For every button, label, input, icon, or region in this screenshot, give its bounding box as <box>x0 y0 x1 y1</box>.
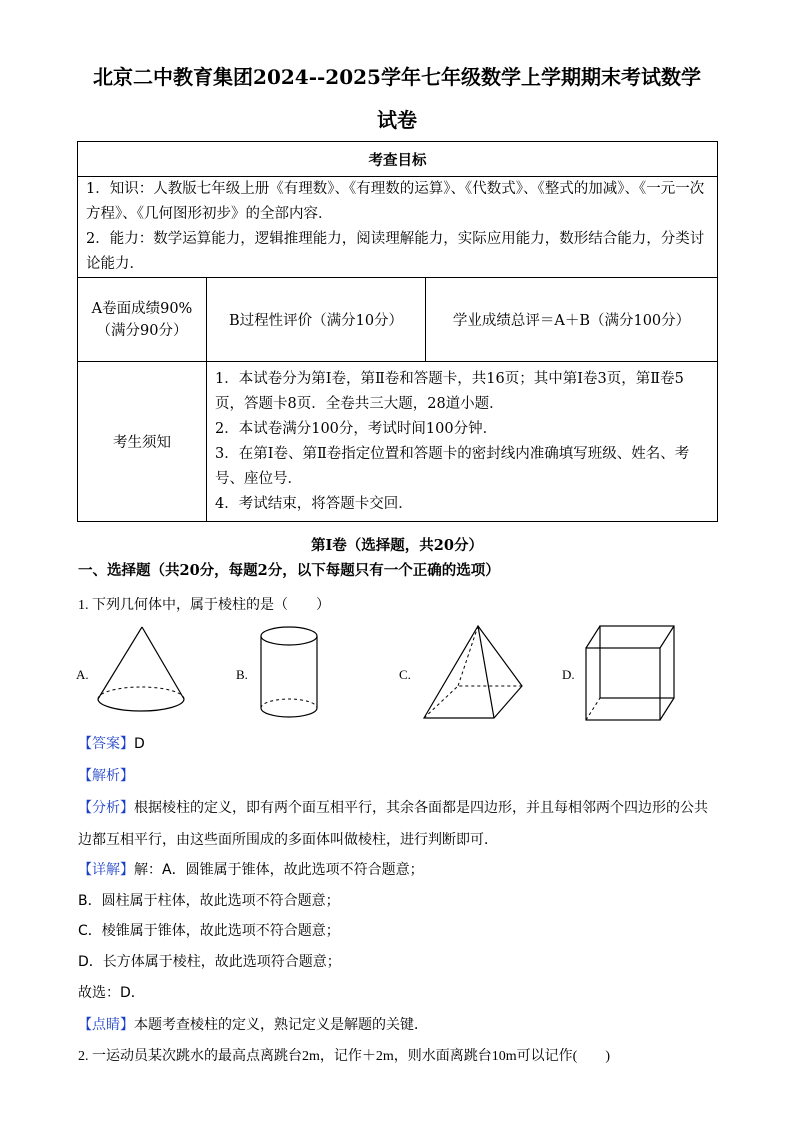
exam-title-line2: 试卷 <box>377 108 417 132</box>
notice-item: 2．本试卷满分100分，考试时间100分钟． <box>215 420 498 437</box>
score-total-cell: 学业成绩总评＝A＋B（满分100分） <box>426 278 718 362</box>
goals-cell <box>78 177 718 278</box>
fenxi-text-1: 根据棱柱的定义，即有两个面互相平行，其余各面都是四边形，并且每相邻两个四边形的公共 <box>134 800 708 816</box>
answer-value: D <box>134 736 145 752</box>
comment-line <box>78 1014 428 1034</box>
option-a-label: A. <box>76 667 89 682</box>
option-b-label: B. <box>236 667 248 682</box>
goal-knowledge: 1．知识：人教版七年级上册《有理数》、《有理数的运算》、《代数式》、《整式的加减》、《一元一次方程》、《几何图形初步》的全部内容． <box>86 181 705 222</box>
section-one-title: 一、选择题（共20分，每题2分，以下每题只有一个正确的选项） <box>78 562 500 579</box>
option-d-label: D. <box>562 667 575 682</box>
comment-tag: 【点睛】 <box>78 1017 134 1033</box>
notice-label: 考生须知 <box>78 362 207 522</box>
fenxi-line-1 <box>78 797 708 817</box>
score-b-cell: B过程性评价（满分10分） <box>207 278 426 362</box>
answer-line <box>78 733 145 753</box>
detail-conclusion: 故选：D． <box>78 985 145 1001</box>
cylinder-figure <box>256 624 336 724</box>
fenxi-line-2: 边都互相平行，由这些面所围成的多面体叫做棱柱，进行判断即可． <box>78 832 498 848</box>
exam-title-line1: 北京二中教育集团2024--2025学年七年级数学上学期期末考试数学 <box>93 65 701 89</box>
fenxi-tag: 【分析】 <box>78 800 134 816</box>
answer-tag: 【答案】 <box>78 736 134 752</box>
table-header-goals: 考查目标 <box>78 142 718 177</box>
detail-line-b: B．圆柱属于柱体，故此选项不符合题意； <box>78 893 340 909</box>
detail-line-d: D．长方体属于棱柱，故此选项符合题意； <box>78 954 341 970</box>
exam-info-table <box>77 141 718 522</box>
volume-one-header: 第Ⅰ卷（选择题，共20分） <box>311 537 483 554</box>
score-a-cell: A卷面成绩90%（满分90分） <box>78 278 207 362</box>
goal-ability: 2．能力：数学运算能力，逻辑推理能力，阅读理解能力，实际应用能力，数形结合能力，分类讨论能力． <box>86 231 705 272</box>
question-2-stem: 2. 一运动员某次跳水的最高点离跳台2m，记作＋2m，则水面离跳台10m可以记作( ) <box>78 1049 610 1064</box>
detail-text-1: 解：A．圆锥属于锥体，故此选项不符合题意； <box>134 862 424 878</box>
detail-line-1 <box>78 859 424 879</box>
cuboid-figure <box>582 622 682 726</box>
notice-list <box>207 362 718 522</box>
detail-tag: 【详解】 <box>78 862 134 878</box>
analysis-tag: 【解析】 <box>78 768 134 784</box>
notice-item: 1．本试卷分为第Ⅰ卷，第Ⅱ卷和答题卡，共16页；其中第Ⅰ卷3页，第Ⅱ卷5页，答题卡8页．全卷共三大题，28道小题． <box>215 370 684 412</box>
question-1-stem: 1. 下列几何体中，属于棱柱的是（ ） <box>78 598 330 613</box>
square-pyramid-figure <box>420 624 530 724</box>
detail-line-c: C．棱锥属于锥体，故此选项不符合题意； <box>78 923 340 939</box>
cone-figure <box>92 625 192 725</box>
comment-text: 本题考查棱柱的定义，熟记定义是解题的关键． <box>134 1017 428 1033</box>
notice-item: 4．考试结束，将答题卡交回． <box>215 495 413 512</box>
notice-item: 3．在第Ⅰ卷、第Ⅱ卷指定位置和答题卡的密封线内准确填写班级、姓名、考号、座位号． <box>215 445 690 487</box>
option-c-label: C. <box>399 667 411 682</box>
